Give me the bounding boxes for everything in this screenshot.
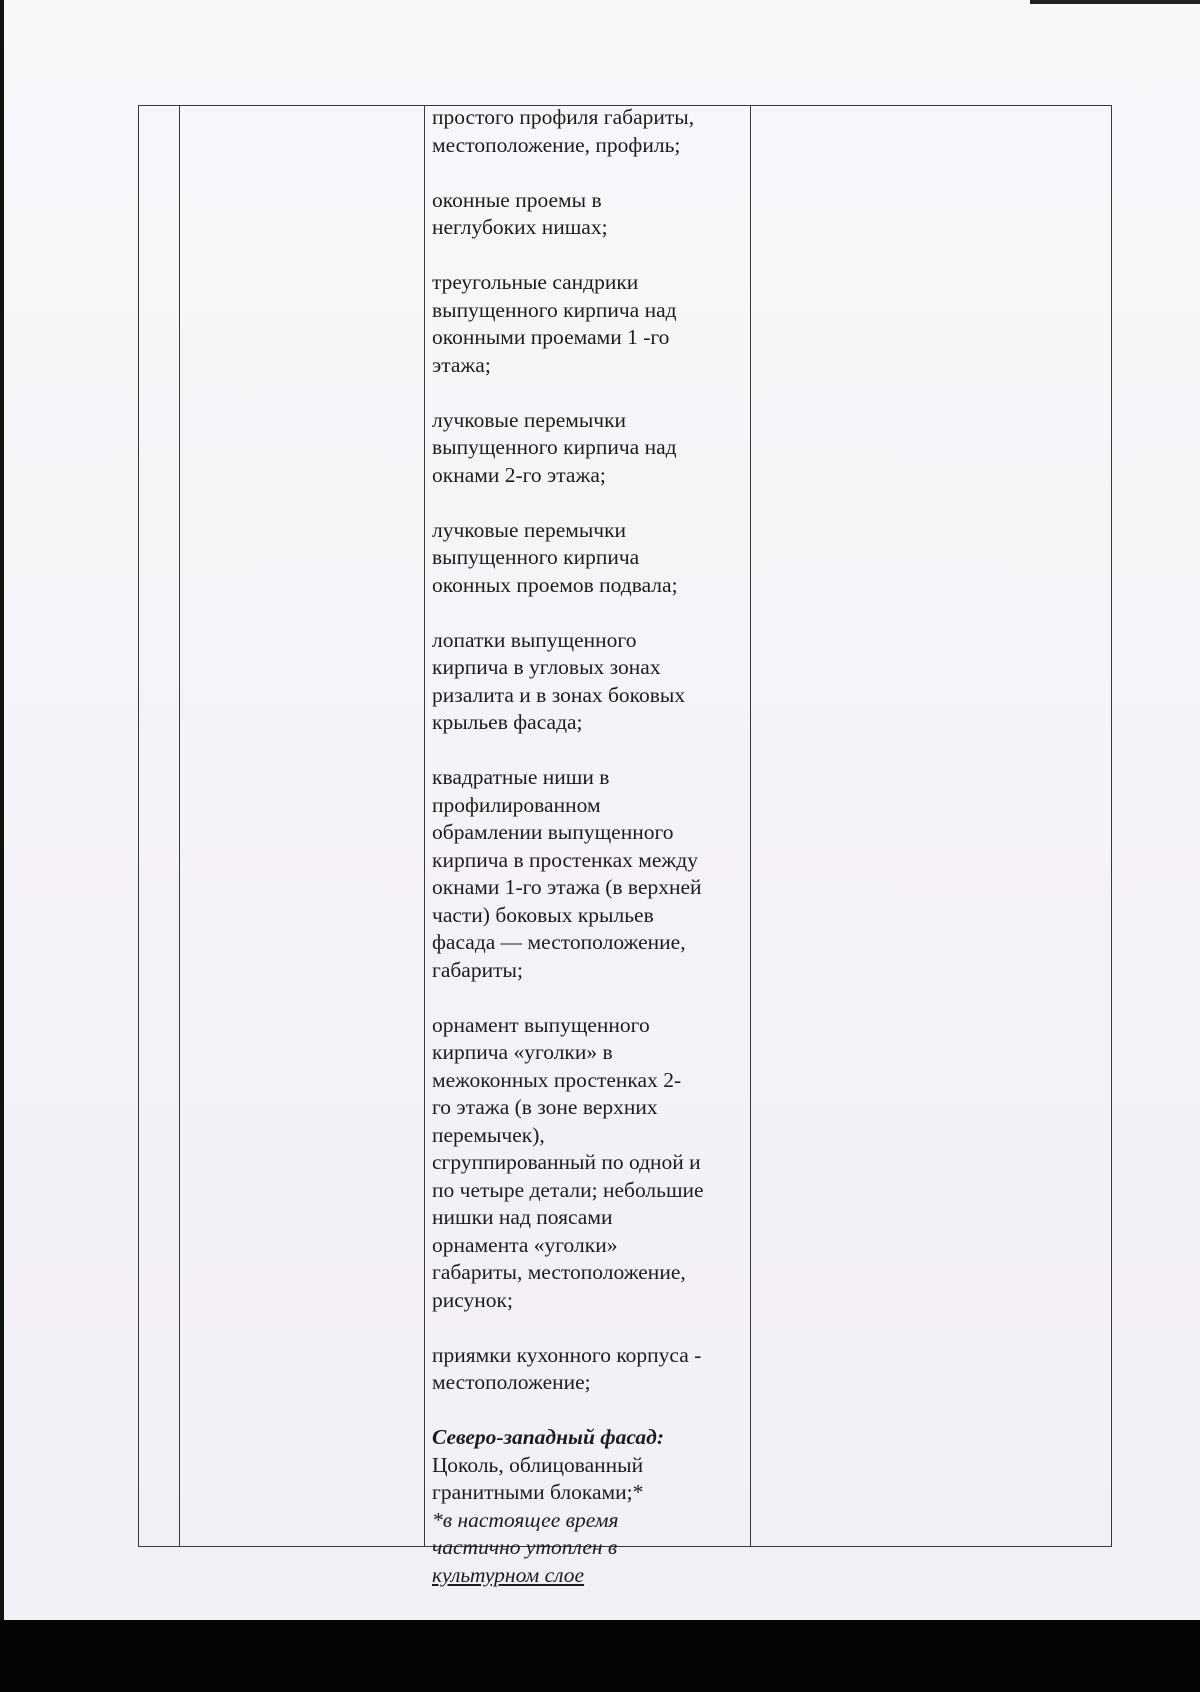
- list-item: лопатки выпущенного кирпича в угловых зонах ризалита и в зонах боковых крыльев фасада;: [432, 627, 686, 734]
- list-item: оконные проемы в неглубоких нишах;: [432, 187, 608, 239]
- list-item: треугольные сандрики выпущенного кирпича над оконными проемами 1 -го этажа;: [432, 270, 677, 377]
- list-item: простого профиля габариты, местоположение, профиль;: [432, 105, 695, 157]
- list-item: приямки кухонного корпуса - местоположение;: [432, 1342, 702, 1394]
- list-item: орнамент выпущенного кирпича «уголки» в межоконных простенках 2- го этажа (в зоне верхних перемычек), сгруппированный по одной и по четыре детали; небольшие нишки над поясами орнамента «уголки» габариты, местоположение, рисунок;: [432, 1012, 704, 1312]
- scan-edge-left: [0, 0, 4, 1620]
- list-item: квадратные ниши в профилированном обрамлении выпущенного кирпича в простенках между окнами 1-го этажа (в верхней части) боковых крыльев фасада — местоположение, габариты;: [432, 765, 702, 982]
- list-item: лучковые перемычки выпущенного кирпича над окнами 2-го этажа;: [432, 407, 677, 487]
- column-divider-1: [179, 106, 180, 1546]
- column-divider-3: [750, 106, 751, 1546]
- facade-text: Цоколь, облицованный гранитными блоками;*: [432, 1452, 644, 1504]
- facade-note-last: культурном слое: [432, 1562, 585, 1587]
- table-cell-description: [432, 104, 742, 1589]
- list-item: лучковые перемычки выпущенного кирпича оконных проемов подвала;: [432, 517, 678, 597]
- scan-edge-top: [1030, 0, 1200, 4]
- facade-note: *в настоящее время частично утоплен в: [432, 1507, 619, 1559]
- scan-bottom-bar: [0, 1620, 1200, 1692]
- column-divider-2: [424, 106, 425, 1546]
- facade-heading: Северо-западный фасад:: [432, 1425, 664, 1449]
